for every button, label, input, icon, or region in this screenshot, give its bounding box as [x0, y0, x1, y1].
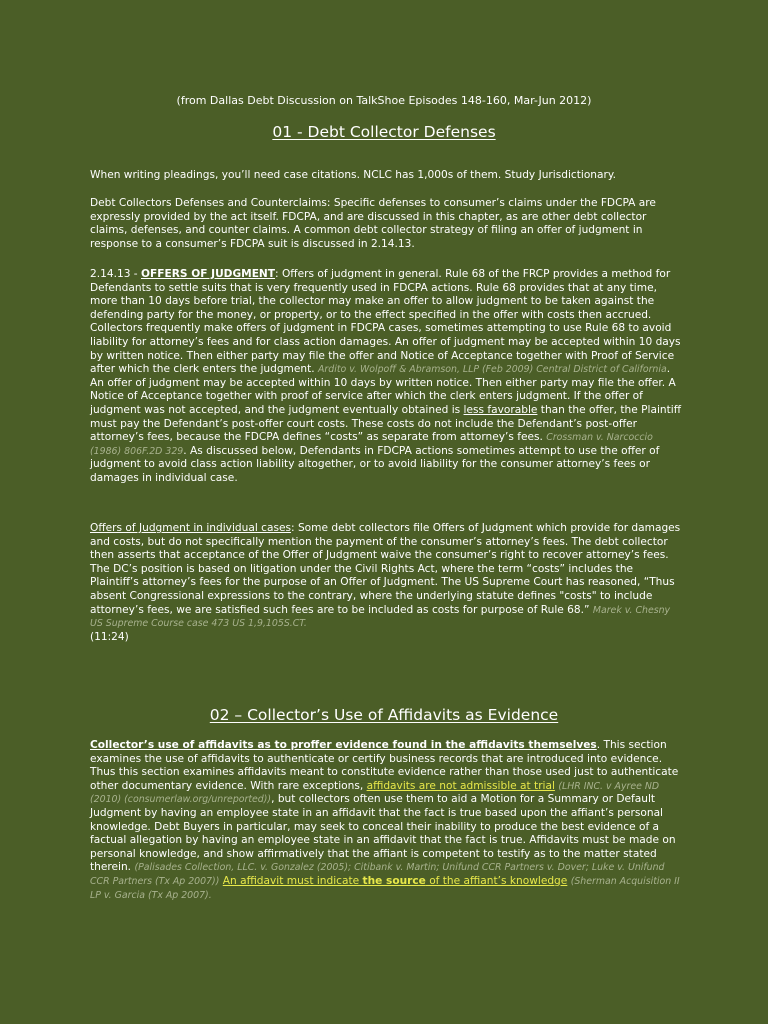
section1-para3	[90, 268, 682, 486]
highlight-source-a: An affidavit must indicate	[222, 874, 363, 887]
para3-text-d: . As discussed below, Defendants in FDCPA actions sometimes attempt to use the offer of judgment to avoid class action liability altogether, or to avoid liability for the consumer attorney’s fees or damages in individual case.	[90, 444, 660, 484]
highlight-not-admissible: affidavits are not admissible at trial	[366, 779, 555, 792]
timestamp: (11:24)	[90, 630, 129, 643]
offers-of-judgment-term: OFFERS OF JUDGMENT	[141, 268, 276, 280]
section2-title	[0, 705, 768, 725]
para3-text-a: : Offers of judgment in general. Rule 68 of the FRCP provides a method for Defendants to settle suits that is very frequently used in FDCPA actions. Rule 68 provides that at any time, more than 10 days before trial, the collector may make an offer to allow judgment to be taken against the defending party for the money, or property, or to the effect specified in the offer with costs then accrued. Collectors frequently make offers of judgment in FDCPA cases, sometimes attempting to use Rule 68 to avoid liability for attorney’s fees and for class action damages. An offer of judgment may be accepted within 10 days by written notice. Then either party may file the offer and Notice of Acceptance together with Proof of Service after which the clerk enters the judgment.	[90, 268, 681, 376]
less-favorable-term: less favorable	[463, 403, 538, 416]
section2-text-b: , but collectors often use them to aid a Motion for a Summary or Default Judgment by having an employee state in an affidavit that the fact is true based upon the affiant’s personal knowledge. Debt Buyers in particular, may seek to conceal their inability to produce the best evidence of a factual allegation by having an employee state in an affidavit that the fact is true. Affidavits must be made on personal knowledge, and show affirmatively that the affiant is competent to testify as to the matter stated therein.	[90, 793, 676, 874]
section1-para4	[90, 522, 682, 644]
citation-lhr: (LHR INC. v Ayree ND (2010) (consumerlaw.org/unreported))	[90, 780, 660, 806]
source-line: (from Dallas Debt Discussion on TalkShoe Episodes 148-160, Mar-Jun 2012)	[176, 94, 592, 107]
section2-para	[90, 739, 682, 902]
highlight-source-c: of the affiant’s knowledge	[425, 874, 568, 887]
citation-sherman: (Sherman Acquisition II LP v. Garcia (Tx Ap 2007).	[90, 875, 680, 901]
para3-text-c: than the offer, the Plaintiff must pay the Defendant’s post-offer court costs. These costs do not include the Defendant’s post-offer attorney’s fees, because the FDCPA defines “costs” as separate from attorney’s fees.	[90, 403, 682, 444]
section2-title-text: 02 – Collector’s Use of Affidavits as Evidence	[209, 706, 559, 724]
section1-intro: When writing pleadings, you’ll need case citations. NCLC has 1,000s of them. Study Jurisdictionary.	[90, 169, 616, 181]
para3-text-b: . An offer of judgment may be accepted within 10 days by written notice. Then either party may file the offer. A Notice of Acceptance together with proof of service after which the clerk enters judgment. If the offer of judgment was not accepted, and the judgment eventually obtained is	[90, 363, 676, 416]
para4-text: : Some debt collectors file Offers of Judgment which provide for damages and costs, but do not specifically mention the payment of the consumer’s attorney’s fees. The debt collector then asserts that acceptance of the Offer of Judgment waive the consumer’s right to recover attorney’s fees. The DC’s position is based on litigation under the Civil Rights Act, where the term “costs” includes the Plaintiff’s attorney’s fees for the purpose of an Offer of Judgment. The US Supreme Court has reasoned, “Thus absent Congressional expressions to the contrary, where the underlying statute defines "costs" to include attorney’s fees, we are satisfied such fees are to be included as costs for purpose of Rule 68.”	[90, 522, 681, 616]
section1-para2: Debt Collectors Defenses and Counterclaims: Specific defenses to consumer’s claims under the FDCPA are expressly provided by the act itself. FDCPA, and are discussed in this chapter, as are other debt collector claims, defenses, and counter claims. A common debt collector strategy of filing an offer of judgment in response to a consumer’s FDCPA suit is discussed in 2.14.13.	[90, 197, 656, 250]
para3-number: 2.14.13 -	[90, 268, 141, 280]
citation-marek: Marek v. Chesny US Supreme Course case 473 US 1,9,105S.CT.	[90, 604, 671, 630]
section2-text-a: . This section examines the use of affidavits to authenticate or certify business records that are introduced into evidence. Thus this section examines affidavits meant to constitute evidence rather than those used just to authenticate other documentary evidence. With rare exceptions,	[90, 739, 679, 792]
highlight-source-bold: the source	[362, 874, 426, 887]
section1-title	[0, 122, 768, 142]
highlight-affidavit-source	[223, 875, 568, 887]
affidavits-lead-term: Collector’s use of affidavits as to proffer evidence found in the affidavits themselves	[90, 739, 597, 751]
citation-crossman: Crossman v. Narcoccio (1986) 806F.2D 329	[90, 432, 653, 457]
citation-palisades: (Palisades Collection, LLC. v. Gonzalez (2005); Citibank v. Martin; Unifund CCR Partners v. Dover; Luke v. Unifund CCR Partners (Tx Ap 2007))	[90, 862, 665, 887]
individual-cases-term: Offers of Judgment in individual cases	[90, 522, 292, 534]
section1-title-text: 01 - Debt Collector Defenses	[272, 123, 496, 141]
citation-ardito: Ardito v. Wolpoff & Abramson, LLP (Feb 2009) Central District of California	[318, 364, 667, 376]
